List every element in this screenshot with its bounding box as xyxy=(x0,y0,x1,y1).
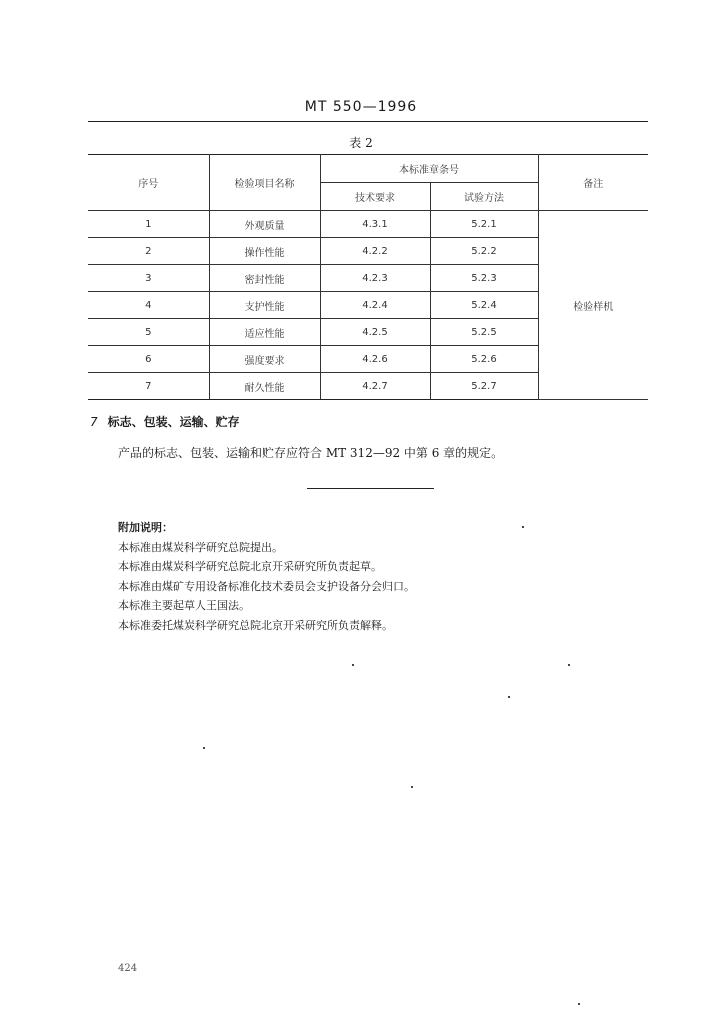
section-7-body: 产品的标志、包装、运输和贮存应符合 MT 312—92 中第 6 章的规定。 xyxy=(118,446,504,460)
cell-tech: 4.2.3 xyxy=(320,265,430,292)
notes-line: 本标准委托煤炭科学研究总院北京开采研究所负责解释。 xyxy=(118,618,393,632)
end-rule xyxy=(307,488,434,489)
page-header: MT 550—1996 xyxy=(304,99,418,115)
notes-line: 本标准由煤炭科学研究总院提出。 xyxy=(118,540,283,554)
scan-speck xyxy=(508,696,510,698)
cell-item: 支护性能 xyxy=(209,292,320,319)
section-number: 7 xyxy=(90,415,98,429)
cell-tech: 4.2.5 xyxy=(320,319,430,346)
cell-tech: 4.3.1 xyxy=(320,211,430,238)
cell-item: 适应性能 xyxy=(209,319,320,346)
header-clause-group: 本标准章条号 xyxy=(320,155,538,183)
header-remark: 备注 xyxy=(538,155,648,211)
cell-item: 密封性能 xyxy=(209,265,320,292)
cell-seq: 3 xyxy=(88,265,209,292)
scan-speck xyxy=(568,664,570,666)
cell-method: 5.2.5 xyxy=(430,319,538,346)
cell-seq: 5 xyxy=(88,319,209,346)
cell-item: 耐久性能 xyxy=(209,373,320,400)
notes-line: 本标准由煤矿专用设备标准化技术委员会支护设备分会归口。 xyxy=(118,579,415,593)
scan-speck xyxy=(352,664,354,666)
cell-method: 5.2.4 xyxy=(430,292,538,319)
header-rule xyxy=(88,121,648,122)
cell-seq: 7 xyxy=(88,373,209,400)
cell-method: 5.2.6 xyxy=(430,346,538,373)
inspection-table xyxy=(88,154,648,400)
header-method: 试验方法 xyxy=(430,183,538,211)
section-7-heading xyxy=(90,413,240,430)
cell-item: 强度要求 xyxy=(209,346,320,373)
cell-method: 5.2.3 xyxy=(430,265,538,292)
notes-line: 本标准由煤炭科学研究总院北京开采研究所负责起草。 xyxy=(118,560,382,573)
notes-line: 本标准主要起草人王国法。 xyxy=(118,599,250,612)
scan-speck xyxy=(522,526,524,528)
table-caption: 表 2 xyxy=(349,136,373,150)
additional-notes xyxy=(118,518,415,635)
page-number: 424 xyxy=(118,963,138,974)
cell-item: 外观质量 xyxy=(209,211,320,238)
cell-method: 5.2.1 xyxy=(430,211,538,238)
cell-seq: 2 xyxy=(88,238,209,265)
cell-remark: 检验样机 xyxy=(538,211,648,400)
cell-item: 操作性能 xyxy=(209,238,320,265)
cell-seq: 4 xyxy=(88,292,209,319)
cell-tech: 4.2.6 xyxy=(320,346,430,373)
scan-speck xyxy=(411,786,413,788)
notes-title: 附加说明： xyxy=(118,521,173,534)
cell-method: 5.2.7 xyxy=(430,373,538,400)
cell-tech: 4.2.2 xyxy=(320,238,430,265)
header-item: 检验项目名称 xyxy=(209,155,320,211)
cell-tech: 4.2.4 xyxy=(320,292,430,319)
header-tech: 技术要求 xyxy=(320,183,430,211)
table-row xyxy=(88,211,648,238)
cell-seq: 1 xyxy=(88,211,209,238)
section-title: 标志、包装、运输、贮存 xyxy=(107,415,240,429)
header-seq: 序号 xyxy=(88,155,209,211)
cell-method: 5.2.2 xyxy=(430,238,538,265)
cell-seq: 6 xyxy=(88,346,209,373)
scan-speck xyxy=(578,1003,580,1005)
scan-speck xyxy=(203,747,205,749)
cell-tech: 4.2.7 xyxy=(320,373,430,400)
